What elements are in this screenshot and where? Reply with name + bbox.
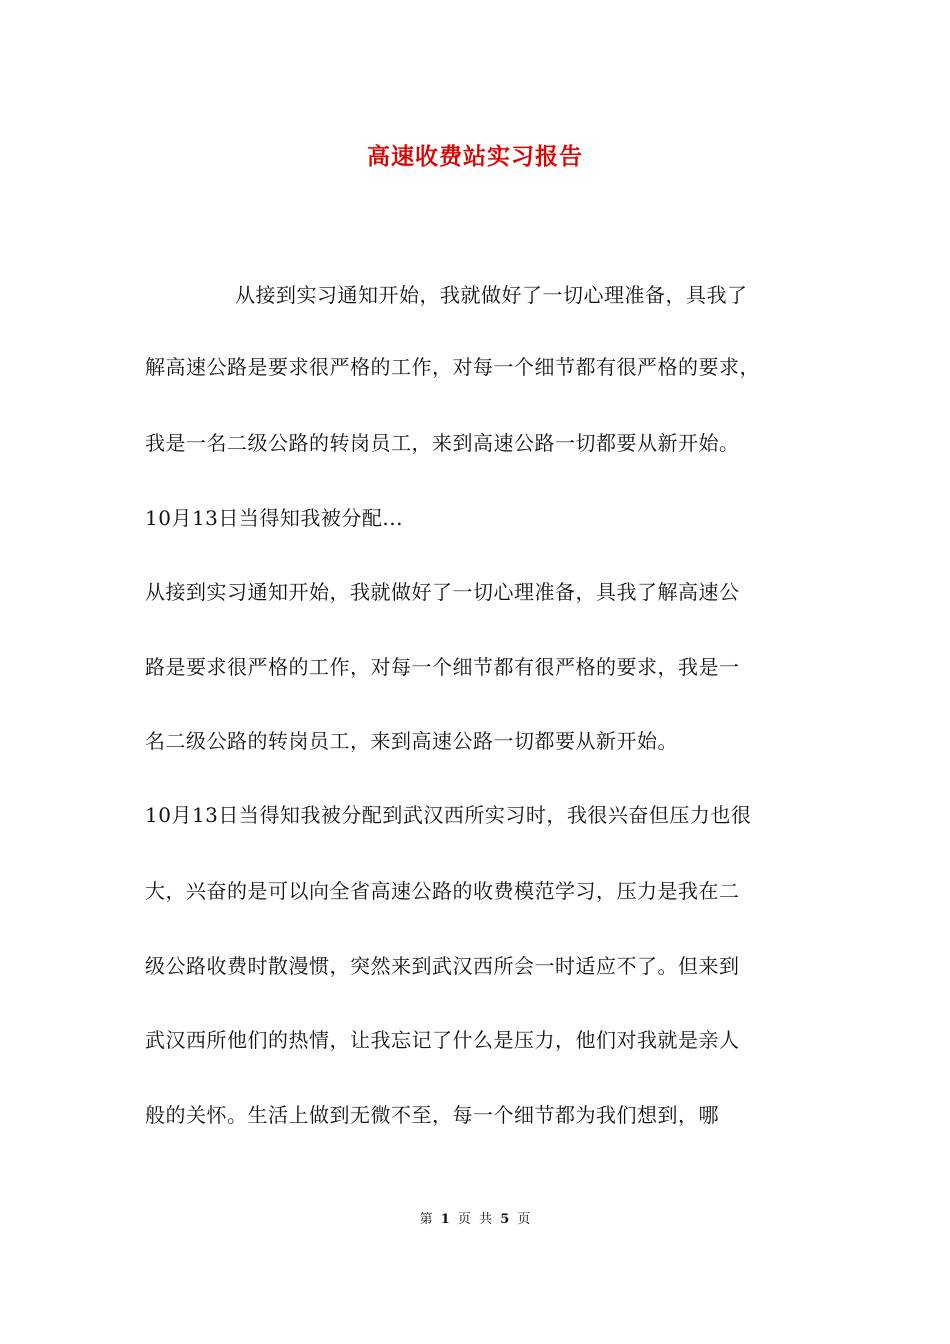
paragraph-line: 武汉西所他们的热情，让我忘记了什么是压力，他们对我就是亲人 — [145, 1028, 740, 1052]
footer-suffix: 页 — [517, 1212, 531, 1227]
paragraph-line: 名二级公路的转岗员工，来到高速公路一切都要从新开始。 — [145, 729, 678, 753]
paragraph-line: 从接到实习通知开始，我就做好了一切心理准备，具我了解高速公 — [145, 580, 740, 604]
paragraph-line: 级公路收费时散漫惯，突然来到武汉西所会一时适应不了。但来到 — [145, 954, 740, 978]
footer-prefix: 第 — [419, 1212, 433, 1227]
footer-total-word: 共 — [479, 1212, 493, 1227]
paragraph-line: 我是一名二级公路的转岗员工，来到高速公路一切都要从新开始。 — [145, 431, 740, 455]
paragraph-line: 路是要求很严格的工作，对每一个细节都有很严格的要求，我是一 — [145, 655, 740, 679]
paragraph-line: 10月13日当得知我被分配... — [145, 506, 403, 530]
footer-page-word: 页 — [457, 1212, 471, 1227]
paragraph-line: 解高速公路是要求很严格的工作，对每一个细节都有很严格的要求， — [145, 355, 760, 379]
document-title: 高速收费站实习报告 — [367, 143, 583, 170]
paragraph-line: 般的关怀。生活上做到无微不至，每一个细节都为我们想到，哪 — [145, 1103, 719, 1127]
page-footer — [0, 1208, 950, 1227]
footer-total-pages: 5 — [500, 1212, 510, 1227]
paragraph-line: 大，兴奋的是可以向全省高速公路的收费模范学习，压力是我在二 — [145, 879, 740, 903]
footer-page-number: 1 — [440, 1212, 450, 1227]
paragraph-line: 从接到实习通知开始，我就做好了一切心理准备，具我了 — [235, 283, 748, 307]
paragraph-line: 10月13日当得知我被分配到武汉西所实习时，我很兴奋但压力也很 — [145, 803, 752, 827]
